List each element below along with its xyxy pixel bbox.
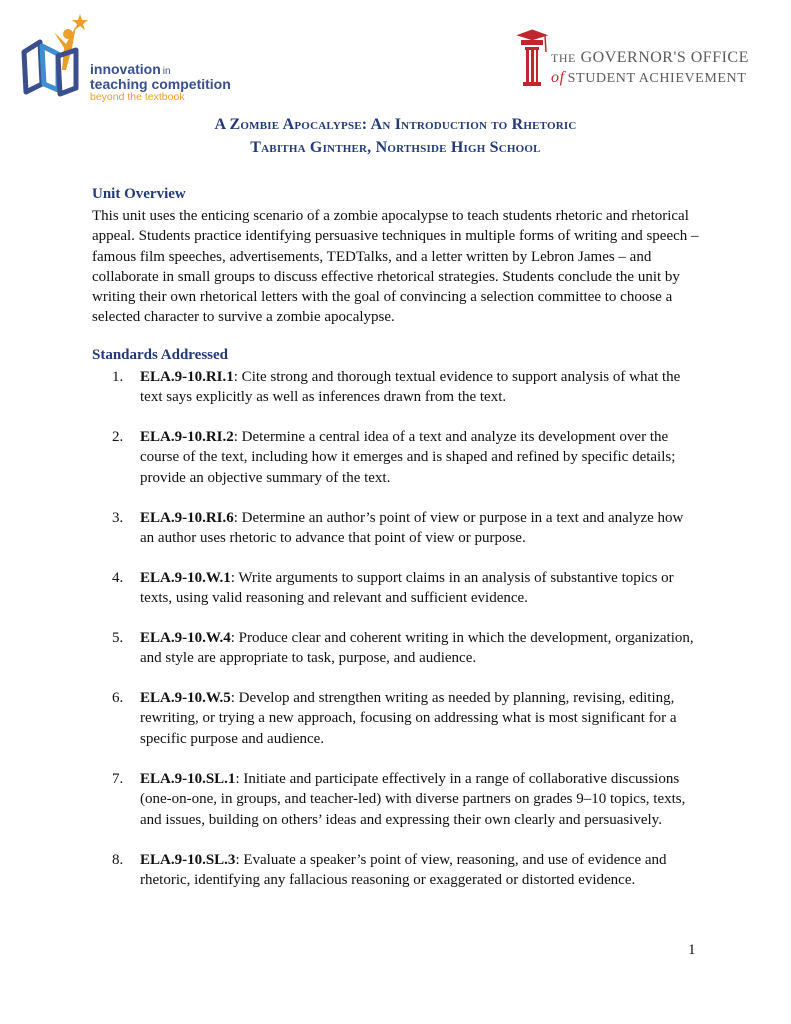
document-author-line: Tabitha Ginther, Northside High School [250, 139, 541, 156]
standard-text-line: course of the text, including how it emerges and is shaped and refined by specific details; [140, 449, 676, 466]
standard-text-line: : Evaluate a speaker’s point of view, reasoning, and use of evidence and [235, 852, 667, 868]
standard-text-line: : Cite strong and thorough textual evidence to support analysis of what the [233, 369, 681, 385]
standard-code: ELA.9-10.RI.6 [140, 510, 234, 526]
standard-text-line: : Write arguments to support claims in an analysis of substantive topics or [230, 570, 674, 586]
standard-text-line: : Initiate and participate effectively in a range of collaborative discussions [235, 771, 680, 787]
overview-line: writing their own rhetorical letters with the goal of convincing a selection committee to choose a [92, 289, 673, 306]
standard-number: 3. [112, 510, 124, 526]
standard-number: 5. [112, 630, 124, 646]
standard-code: ELA.9-10.W.4 [140, 630, 231, 646]
logo-innovation-text: innovation [90, 61, 161, 77]
logo-governors-office-text: GOVERNOR'S OFFICE [580, 49, 749, 66]
standard-number: 1. [112, 369, 124, 385]
document-title: A Zombie Apocalypse: An Introduction to Rhetoric [214, 116, 577, 133]
unit-overview-paragraph [92, 206, 712, 328]
standard-number: 4. [112, 570, 124, 586]
governors-office-logo [515, 28, 749, 90]
overview-line: famous film speeches, advertisements, TEDTalks, and a letter written by Lebron James – and [92, 248, 652, 265]
standard-number: 2. [112, 429, 124, 445]
standard-text-line: rhetoric, identifying any fallacious reasoning or exaggerated or distorted evidence. [140, 872, 636, 889]
book-person-logo-icon [18, 12, 98, 102]
standard-text-line: : Determine a central idea of a text and analyze its development over the [233, 429, 669, 445]
standards-addressed-heading: Standards Addressed [92, 347, 229, 363]
standard-text-line: and issues, building on others’ ideas and expressing their own clearly and persuasively. [140, 811, 662, 828]
standard-code: ELA.9-10.RI.2 [140, 429, 234, 445]
overview-line: This unit uses the enticing scenario of a zombie apocalypse to teach students rhetoric and rhetorical [92, 208, 689, 224]
logo-the-text: THE [551, 51, 576, 65]
standard-code: ELA.9-10.W.1 [140, 570, 231, 586]
logo-of-text: of [551, 69, 565, 86]
page-number: 1 [688, 942, 696, 958]
logo-in-text: in [162, 66, 171, 77]
standard-text-line: : Develop and strengthen writing as needed by planning, revising, editing, [230, 690, 675, 706]
logo-beyond-textbook-text: beyond the textbook [90, 91, 185, 103]
standard-text-line: specific purpose and audience. [140, 730, 325, 747]
standard-text-line: an author uses rhetoric to advance that point of view or purpose. [140, 530, 526, 547]
graduation-cap-pillar-icon [515, 28, 549, 90]
standard-number: 7. [112, 771, 124, 787]
standard-text-line: rewriting, or trying a new approach, focusing on addressing what is most significant for a [140, 710, 677, 727]
overview-line: selected character to survive a zombie apocalypse. [92, 309, 395, 326]
innovation-teaching-logo [18, 12, 238, 102]
standard-text-line: provide an objective summary of the text. [140, 469, 391, 486]
unit-overview-heading: Unit Overview [92, 186, 186, 202]
standard-code: ELA.9-10.RI.1 [140, 369, 234, 385]
overview-line: collaborate in small groups to discuss effective rhetorical strategies. Students conclude the unit by [92, 268, 680, 285]
standard-text-line: : Determine an author’s point of view or purpose in a text and analyze how [233, 510, 684, 526]
standard-text-line: text says explicitly as well as inferences drawn from the text. [140, 389, 507, 406]
logo-student-achievement-text: STUDENT ACHIEVEMENT [567, 71, 747, 86]
standard-text-line: texts, using valid reasoning and relevant and sufficient evidence. [140, 590, 528, 607]
overview-line: appeal. Students practice identifying persuasive techniques in multiple forms of writing and speech – [92, 228, 699, 245]
standard-text-line: and style are appropriate to task, purpose, and audience. [140, 650, 477, 667]
logo-teaching-competition-text: teaching competition [90, 76, 231, 92]
standard-code: ELA.9-10.SL.3 [140, 852, 236, 868]
standard-code: ELA.9-10.SL.1 [140, 771, 236, 787]
standard-text-line: (one-on-one, in groups, and teacher-led) with diverse partners on grades 9–10 topics, texts, [140, 791, 686, 808]
standard-number: 8. [112, 852, 124, 868]
standard-code: ELA.9-10.W.5 [140, 690, 231, 706]
standard-text-line: : Produce clear and coherent writing in which the development, organization, [230, 630, 694, 646]
standard-number: 6. [112, 690, 124, 706]
